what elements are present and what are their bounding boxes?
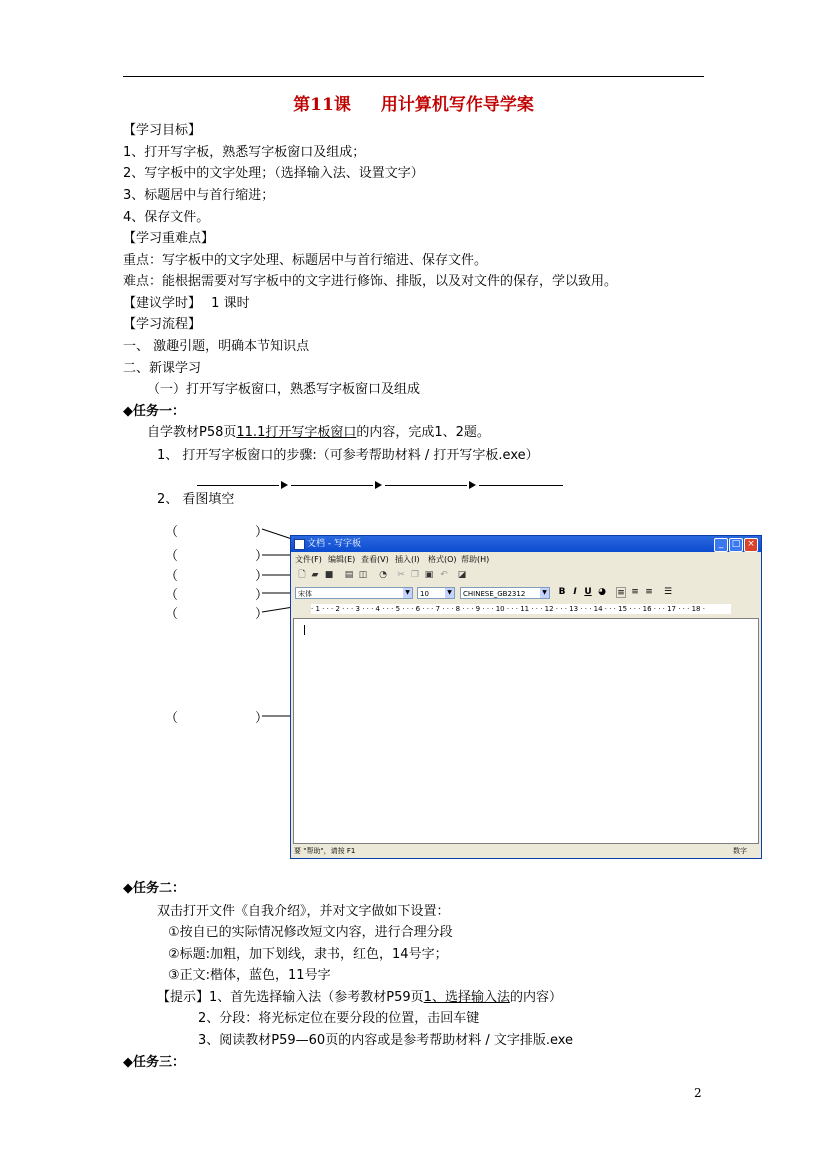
- align-right-icon[interactable]: ≡: [645, 587, 653, 597]
- tip-line-2: 2、分段：将光标定位在要分段的位置，击回车键: [198, 1011, 480, 1026]
- chevron-down-icon: ▼: [445, 588, 454, 598]
- text: （: [165, 549, 179, 564]
- close-icon[interactable]: ×: [744, 538, 758, 552]
- text: （: [165, 711, 179, 726]
- status-text: 要 "帮助"，请按 F1: [294, 847, 356, 855]
- lesson-name: 用计算机写作导学案: [380, 95, 534, 115]
- tip-label: 【提示】: [157, 990, 210, 1005]
- question-2: 2、 看图填空: [157, 492, 235, 507]
- save-icon[interactable]: ■: [324, 570, 334, 580]
- wordpad-title: 文档 - 写字板: [307, 539, 361, 549]
- subsection-heading: （一）打开写字板窗口，熟悉写字板窗口及组成: [147, 382, 421, 397]
- undo-icon[interactable]: ↶: [440, 570, 448, 580]
- menu-view[interactable]: 查看(V): [361, 555, 389, 564]
- underline-icon[interactable]: U: [584, 587, 592, 597]
- font-name-value: 宋体: [298, 590, 312, 598]
- ruler-scale: · 1 · · · 2 · · · 3 · · · 4 · · · 5 · · · 6 · · · 7 · · · 8 · · · 9 · · · 10 · · · 11 · · · 12 · · · 13 · · · 14 · · · 15 · · · 16 · · · 17 · · · 18 ·: [311, 604, 731, 614]
- hours-label: 【建议学时】: [123, 296, 202, 311]
- copy-icon[interactable]: ❐: [410, 570, 420, 580]
- key-header: 【学习重难点】: [123, 231, 215, 246]
- flow-step: 二、新课学习: [123, 361, 202, 376]
- wordpad-toolbar: [291, 567, 761, 584]
- text: ）: [255, 607, 269, 622]
- text: 1、首先选择输入法（参考教材P59页: [209, 990, 424, 1005]
- text: （: [165, 525, 179, 540]
- wordpad-format-bar: [291, 584, 761, 602]
- task2-item: ②标题:加粗，加下划线，隶书，红色，14号字；: [168, 947, 448, 962]
- text: ）: [255, 588, 269, 603]
- tip-line-3: 3、阅读教材P59—60页的内容或是参考帮助材料 / 文字排版.exe: [198, 1033, 574, 1048]
- minimize-icon[interactable]: _: [714, 538, 728, 552]
- font-size-select[interactable]: [417, 587, 455, 599]
- wordpad-statusbar: [291, 845, 761, 858]
- tip-line-1: [157, 988, 562, 1008]
- key-point: 重点：写字板中的文字处理、标题居中与首行缩进、保存文件。: [123, 253, 488, 268]
- color-icon[interactable]: ◕: [598, 587, 606, 597]
- text: （: [165, 588, 179, 603]
- cut-icon[interactable]: ✂: [397, 570, 405, 580]
- insert-datetime-icon[interactable]: ◪: [457, 570, 467, 580]
- text: ）: [255, 569, 269, 584]
- wordpad-ruler[interactable]: [291, 602, 761, 616]
- menu-insert[interactable]: 插入(I): [395, 555, 420, 564]
- flow-header: 【学习流程】: [123, 317, 202, 332]
- wordpad-window: [290, 535, 762, 859]
- text: ）: [255, 549, 269, 564]
- script-select[interactable]: [460, 587, 550, 599]
- menu-help[interactable]: 帮助(H): [461, 555, 490, 564]
- flow-step: 一、 激趣引题，明确本节知识点: [123, 339, 310, 354]
- wordpad-titlebar: [291, 536, 761, 552]
- hours-unit: 课时: [223, 296, 250, 311]
- font-size-value: 10: [420, 590, 429, 598]
- find-icon[interactable]: ◔: [379, 570, 387, 580]
- textbook-link: 1、选择输入法: [423, 990, 510, 1005]
- new-icon[interactable]: 🗋: [298, 570, 306, 580]
- print-icon[interactable]: ▤: [344, 570, 354, 580]
- hours-value: 1: [211, 296, 220, 311]
- page-number: 2: [694, 1086, 702, 1100]
- goal-item: 4、保存文件。: [123, 210, 210, 225]
- bullets-icon[interactable]: ☰: [663, 587, 673, 597]
- open-icon[interactable]: ▰: [311, 570, 319, 580]
- print-preview-icon[interactable]: ◫: [358, 570, 368, 580]
- difficult-point: 难点：能根据需要对写字板中的文字进行修饰、排版，以及对文件的保存，学以致用。: [123, 274, 618, 289]
- menu-file[interactable]: 文件(F): [295, 555, 322, 564]
- task2-item: ①按自已的实际情况修改短文内容，进行合理分段: [168, 925, 453, 940]
- task3-header: ◆任务三：: [123, 1055, 185, 1070]
- task1-header: ◆任务一：: [123, 404, 185, 419]
- task2-intro: 双击打开文件《自我介绍》，并对文字做如下设置：: [157, 904, 450, 919]
- menu-edit[interactable]: 编辑(E): [328, 555, 356, 564]
- wordpad-app-icon: [294, 539, 305, 550]
- wordpad-menubar: [291, 552, 761, 567]
- paste-icon[interactable]: ▣: [424, 570, 434, 580]
- lesson-number: 第11课: [293, 95, 351, 115]
- text: （: [165, 569, 179, 584]
- maximize-icon[interactable]: □: [729, 538, 743, 552]
- document-area[interactable]: [293, 618, 759, 844]
- goals-header: 【学习目标】: [123, 123, 202, 138]
- font-name-select[interactable]: [295, 587, 413, 599]
- goal-item: 2、写字板中的文字处理；（选择输入法、设置文字）: [123, 166, 424, 181]
- textbook-link: 11.1打开写字板窗口: [236, 425, 357, 440]
- task2-item: ③正文:楷体，蓝色，11号字: [168, 968, 331, 983]
- text: 自学教材P58页: [147, 425, 237, 440]
- text-caret: [304, 625, 305, 635]
- goal-item: 3、标题居中与首行缩进；: [123, 188, 275, 203]
- align-center-icon[interactable]: ≡: [631, 587, 639, 597]
- script-value: CHINESE_GB2312: [463, 590, 526, 598]
- text: （: [165, 607, 179, 622]
- chevron-down-icon: ▼: [403, 588, 412, 598]
- menu-format[interactable]: 格式(O): [428, 555, 457, 564]
- text: ）: [255, 711, 269, 726]
- status-num: 数字: [733, 847, 747, 855]
- italic-icon[interactable]: I: [573, 587, 577, 597]
- task2-header: ◆任务二：: [123, 881, 185, 896]
- chevron-down-icon: ▼: [540, 588, 549, 598]
- align-left-icon[interactable]: ≡: [617, 588, 625, 598]
- question-1: 1、 打开写字板窗口的步骤:（可参考帮助材料 / 打开写字板.exe）: [157, 448, 539, 463]
- text: 的内容）: [509, 990, 562, 1005]
- goal-item: 1、打开写字板，熟悉写字板窗口及组成；: [123, 145, 366, 160]
- bold-icon[interactable]: B: [558, 587, 566, 597]
- text: 的内容，完成1、2题。: [356, 425, 490, 440]
- text: ）: [255, 525, 269, 540]
